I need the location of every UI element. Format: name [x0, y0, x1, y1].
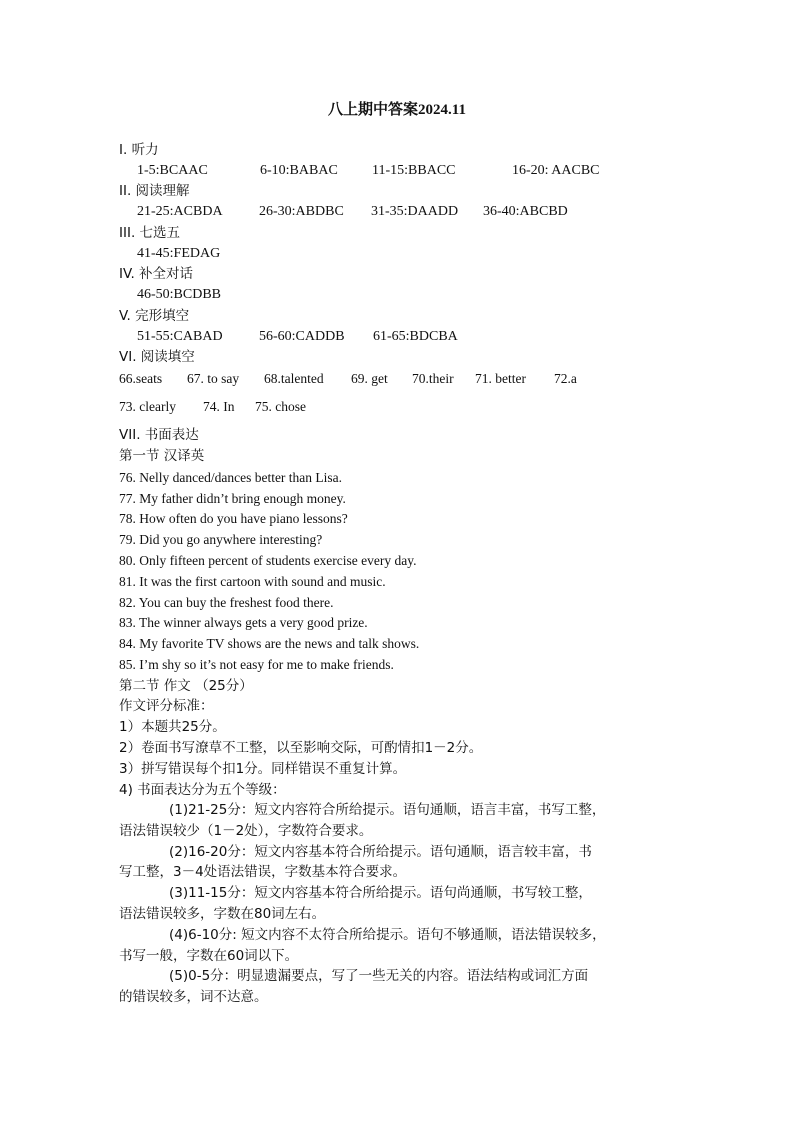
- criteria-rule: 3）拼写错误每个扣1分。同样错误不重复计算。: [119, 761, 407, 777]
- grade-level-line: (4)6-10分: 短文内容不太符合所给提示。语句不够通顺，语法错误较多，: [169, 927, 606, 943]
- grade-level-line: 语法错误较少（1－2处），字数符合要求。: [119, 823, 373, 839]
- translation-sentence: 81. It was the first cartoon with sound and music.: [119, 574, 386, 589]
- translation-sentence: 83. The winner always gets a very good prize.: [119, 615, 368, 630]
- answer-group: 46-50:BCDBB: [137, 287, 222, 302]
- translation-sentence: 76. Nelly danced/dances better than Lisa.: [119, 470, 343, 485]
- answer-group: 36-40:ABCBD: [483, 204, 568, 219]
- answer-item: 72.a: [554, 371, 577, 386]
- answer-row: [137, 328, 458, 346]
- part-2-heading: 第二节 作文 （25分）: [119, 678, 253, 694]
- translation-sentence: 82. You can buy the freshest food there.: [119, 595, 334, 610]
- answer-row: [137, 162, 600, 180]
- answer-group: 31-35:DAADD: [371, 204, 459, 219]
- answer-group: 6-10:BABAC: [260, 163, 338, 178]
- answer-row: [119, 398, 306, 416]
- grade-level-line: 语法错误较多，字数在80词左右。: [119, 906, 326, 922]
- criteria-rule: 2）卷面书写潦草不工整，以至影响交际，可酌情扣1－2分。: [119, 740, 483, 756]
- answer-group: 16-20: AACBC: [512, 163, 600, 178]
- criteria-rule: 4) 书面表达分为五个等级：: [119, 782, 286, 798]
- answer-item: 66.seats: [119, 371, 163, 386]
- criteria-rule: 1）本题共25分。: [119, 719, 226, 735]
- answer-row: [137, 203, 568, 221]
- criteria-title: 作文评分标准：: [119, 698, 214, 714]
- answer-item: 75. chose: [255, 399, 306, 414]
- answer-item: 71. better: [475, 371, 526, 386]
- answer-item: 69. get: [351, 371, 388, 386]
- answer-row: [137, 286, 221, 304]
- translation-sentence: 77. My father didn’t bring enough money.: [119, 491, 346, 506]
- translation-sentence: 78. How often do you have piano lessons?: [119, 511, 348, 526]
- translation-sentence: 79. Did you go anywhere interesting?: [119, 532, 323, 547]
- section-2-label: II. 阅读理解: [119, 183, 190, 199]
- answer-group: 11-15:BBACC: [372, 163, 456, 178]
- translation-sentence: 84. My favorite TV shows are the news and talk shows.: [119, 636, 420, 651]
- answer-item: 73. clearly: [119, 399, 176, 414]
- answer-item: 74. In: [203, 399, 235, 414]
- section-7-label: VII. 书面表达: [119, 427, 199, 443]
- answer-group: 1-5:BCAAC: [137, 163, 208, 178]
- answer-group: 51-55:CABAD: [137, 329, 223, 344]
- grade-level-line: (5)0-5分：明显遗漏要点，写了一些无关的内容。语法结构或词汇方面: [169, 968, 589, 984]
- answer-item: 70.their: [412, 371, 454, 386]
- translation-sentence: 85. I’m shy so it’s not easy for me to make friends.: [119, 657, 394, 672]
- answer-group: 26-30:ABDBC: [259, 204, 344, 219]
- grade-level-line: 的错误较多，词不达意。: [119, 989, 268, 1005]
- part-1-heading: 第一节 汉译英: [119, 448, 205, 464]
- answer-row: [137, 245, 220, 263]
- section-5-label: V. 完形填空: [119, 308, 190, 324]
- grade-level-line: (2)16-20分：短文内容基本符合所给提示。语句通顺，语言较丰富，书: [169, 844, 592, 860]
- grade-level-line: 书写一般，字数在60词以下。: [119, 948, 299, 964]
- answer-group: 21-25:ACBDA: [137, 204, 223, 219]
- translation-sentence: 80. Only fifteen percent of students exercise every day.: [119, 553, 417, 568]
- answer-item: 67. to say: [187, 371, 240, 386]
- section-4-label: IV. 补全对话: [119, 266, 194, 282]
- grade-level-line: (3)11-15分：短文内容基本符合所给提示。语句尚通顺，书写较工整，: [169, 885, 592, 901]
- answer-group: 56-60:CADDB: [259, 329, 345, 344]
- section-1-label: I. 听力: [119, 142, 159, 158]
- answer-item: 68.talented: [264, 371, 324, 386]
- section-3-label: III. 七选五: [119, 225, 181, 241]
- grade-level-line: (1)21-25分：短文内容符合所给提示。语句通顺，语言丰富，书写工整，: [169, 802, 606, 818]
- answer-group: 61-65:BDCBA: [373, 329, 458, 344]
- answer-group: 41-45:FEDAG: [137, 246, 221, 261]
- grade-level-line: 写工整，3－4处语法错误，字数基本符合要求。: [119, 864, 407, 880]
- document-title: 八上期中答案2024.11: [328, 102, 466, 118]
- section-6-label: VI. 阅读填空: [119, 349, 195, 365]
- answer-row: [119, 370, 577, 388]
